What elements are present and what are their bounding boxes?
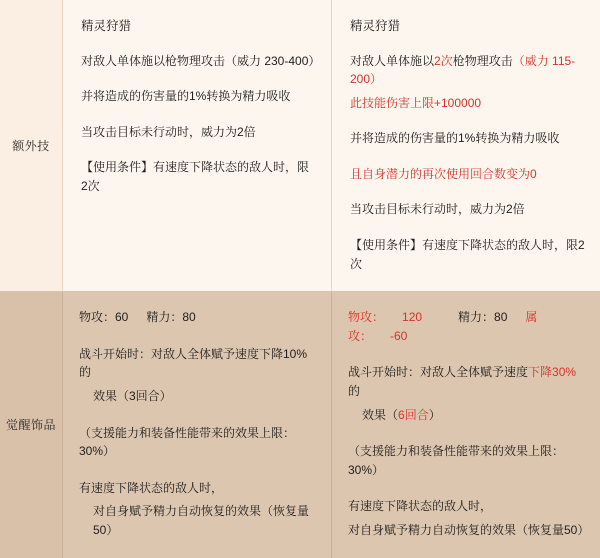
accessory-after-effect-line-1b <box>348 406 588 425</box>
accessory-after-effect-line-2: （支援能力和装备性能带来的效果上限： 30%） <box>348 442 588 479</box>
extra-skill-after-line-1-mid: 枪物理攻击 <box>453 54 513 68</box>
accessory-after-stat-3-label: 属攻： <box>348 310 537 343</box>
accessory-after-cell <box>332 292 600 558</box>
extra-skill-before-line-3: 当攻击目标未行动时，威力为2倍 <box>81 123 315 142</box>
accessory-after-effect-line-1a <box>348 363 588 400</box>
accessory-before-effect-line-1b: 效果（3回合） <box>79 387 317 406</box>
extra-skill-before-line-1: 对敌人单体施以枪物理攻击（威力 230-400） <box>81 52 315 71</box>
row-label-extra-skill: 额外技 <box>0 0 63 292</box>
extra-skill-before-line-2: 并将造成的伤害量的1%转换为精力吸收 <box>81 87 315 106</box>
table-row-awakened-accessory <box>0 292 600 558</box>
extra-skill-before-line-4: 【使用条件】有速度下降状态的敌人时，限2次 <box>81 158 315 195</box>
accessory-after-effect-line-1a-post: 的 <box>348 384 360 398</box>
accessory-after-effect-line-1b-hl: 6回合 <box>398 408 429 422</box>
extra-skill-before-title: 精灵狩猎 <box>81 18 315 36</box>
accessory-before-stat-2: 精力：80 <box>146 310 195 324</box>
accessory-before-stats <box>79 308 317 327</box>
extra-skill-after-line-1-hl2: （威力 115-200） <box>350 54 575 87</box>
extra-skill-after-line-5: 当攻击目标未行动时，威力为2倍 <box>350 200 586 219</box>
accessory-after-effect-line-1b-pre: 效果（ <box>362 408 398 422</box>
accessory-before-effect-line-1a: 战斗开始时：对敌人全体赋予速度下降10%的 <box>79 345 317 382</box>
accessory-before-cell <box>63 292 332 558</box>
accessory-before-effect-line-2: （支援能力和装备性能带来的效果上限： 30%） <box>79 424 317 461</box>
accessory-after-effect-line-1a-pre: 战斗开始时：对敌人全体赋予速度 <box>348 365 528 379</box>
accessory-after-stat-1-label: 物攻： <box>348 310 384 324</box>
accessory-after-stat-2: 精力：80 <box>458 310 507 324</box>
accessory-after-effect-line-1a-hl: 下降30% <box>528 365 576 379</box>
extra-skill-after-title: 精灵狩猎 <box>350 18 586 36</box>
accessory-before-effect-line-4: 对自身赋予精力自动恢复的效果（恢复量50） <box>79 502 317 539</box>
extra-skill-after-line-1-pre: 对敌人单体施以 <box>350 54 434 68</box>
accessory-after-effect-line-4: 对自身赋予精力自动恢复的效果（恢复量50） <box>348 521 588 540</box>
extra-skill-after-line-1 <box>350 52 586 89</box>
accessory-before-stat-1: 物攻：60 <box>79 310 128 324</box>
accessory-after-stat-1-value: 120 <box>402 310 422 324</box>
extra-skill-after-line-1-hl1: 2次 <box>434 54 453 68</box>
extra-skill-before-cell <box>63 0 332 292</box>
accessory-after-stats <box>348 308 588 345</box>
extra-skill-after-line-6: 【使用条件】有速度下降状态的敌人时，限2次 <box>350 236 586 273</box>
extra-skill-after-line-4: 且自身潜力的再次使用回合数变为0 <box>350 165 586 184</box>
accessory-after-stat-3-value: -60 <box>390 329 407 343</box>
accessory-after-effect-line-3: 有速度下降状态的敌人时， <box>348 497 588 516</box>
extra-skill-after-cell <box>332 0 600 292</box>
accessory-before-effect-line-3: 有速度下降状态的敌人时， <box>79 479 317 498</box>
accessory-after-effect-line-1b-post: ） <box>429 408 441 422</box>
row-label-awakened-accessory: 觉醒饰品 <box>0 292 63 558</box>
extra-skill-after-line-3: 并将造成的伤害量的1%转换为精力吸收 <box>350 129 586 148</box>
extra-skill-after-line-2: 此技能伤害上限+100000 <box>350 94 586 113</box>
